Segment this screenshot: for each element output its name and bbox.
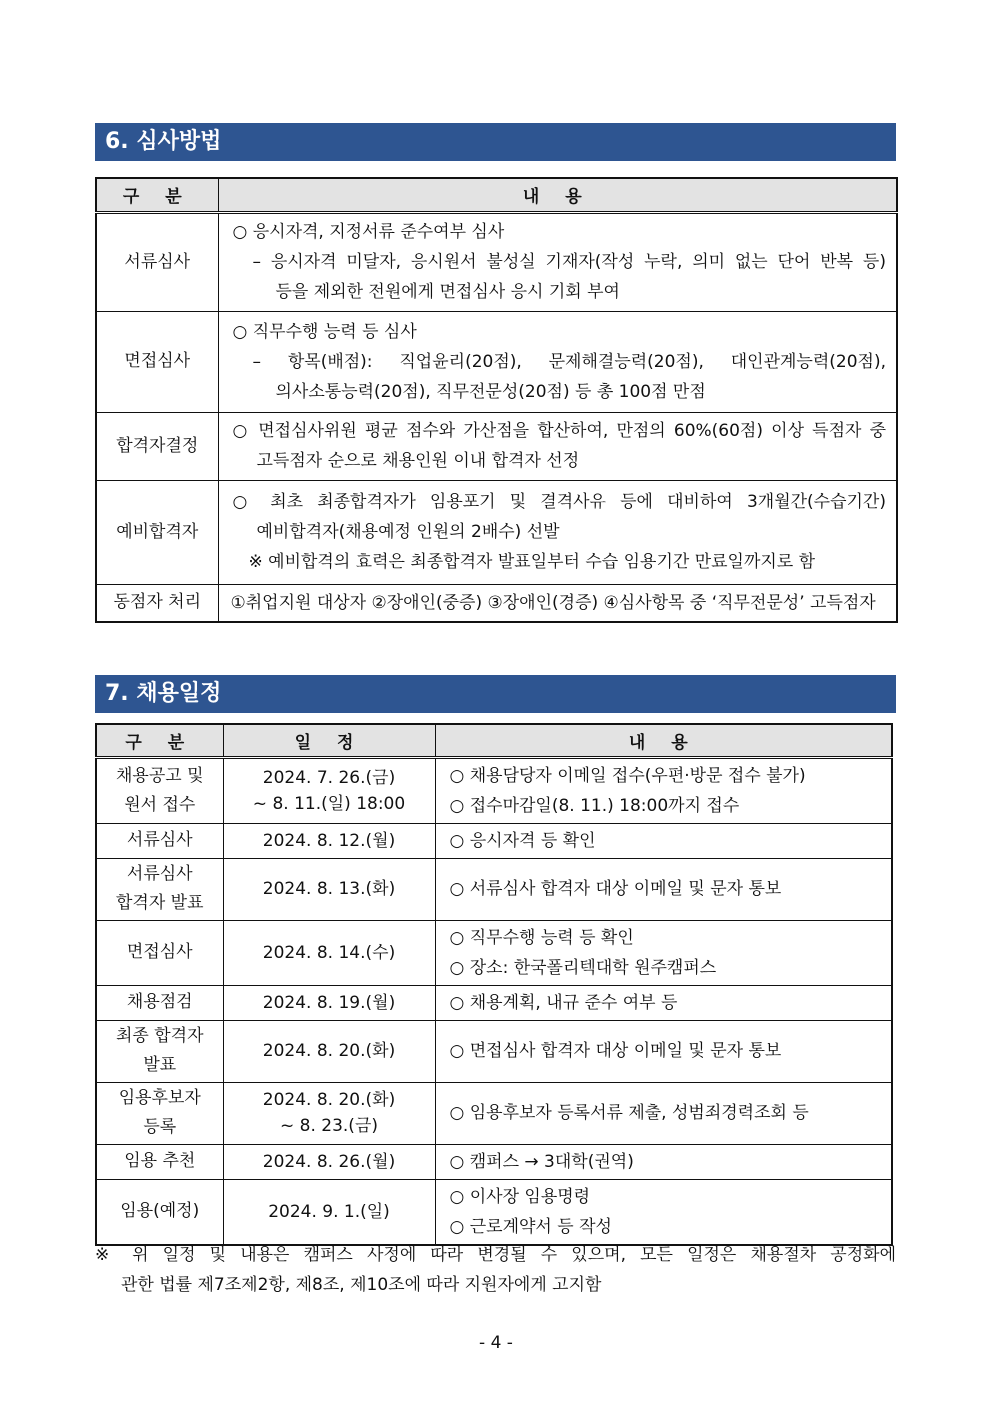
row-content bbox=[435, 1179, 892, 1245]
content-line: 예비합격자(채용예정 인원의 2배수) 선발 bbox=[256, 522, 560, 542]
table-row bbox=[96, 584, 897, 622]
row-content bbox=[435, 1082, 892, 1144]
content-line: ○ 접수마감일(8. 11.) 18:00까지 접수 bbox=[449, 795, 740, 816]
content-line: 등을 제외한 전원에게 면접심사 응시 기회 부여 bbox=[275, 282, 620, 302]
row-category bbox=[96, 823, 223, 858]
schedule-table bbox=[95, 723, 893, 1246]
content-line: ①취업지원 대상자 ②장애인(중증) ③장애인(경증) ④심사항목 중 ‘직무전문성’ 고득점자 bbox=[230, 592, 876, 613]
page-number: - 4 - bbox=[479, 1333, 513, 1353]
row-date bbox=[223, 1020, 435, 1082]
row-category: 서류심사 bbox=[96, 212, 218, 311]
header-content: 내 용 bbox=[435, 724, 892, 757]
row-content bbox=[218, 480, 897, 584]
category-line: 원서 접수 bbox=[124, 794, 196, 815]
content-line: ○ 임용후보자 등록서류 제출, 성범죄경력조회 등 bbox=[449, 1103, 809, 1123]
content-line: ○ 이사장 임용명령 bbox=[449, 1186, 591, 1207]
row-content bbox=[218, 212, 897, 311]
content-line: ○ 직무수행 능력 등 심사 bbox=[232, 321, 417, 342]
row-category bbox=[96, 920, 223, 985]
row-content bbox=[435, 1144, 892, 1179]
content-line: ○ 장소: 한국폴리텍대학 원주캠퍼스 bbox=[449, 957, 717, 978]
row-category: 면접심사 bbox=[96, 311, 218, 412]
date-line: ~ 8. 11.(일) 18:00 bbox=[252, 793, 406, 814]
row-date bbox=[223, 823, 435, 858]
row-date bbox=[223, 920, 435, 985]
date-line: 2024. 8. 14.(수) bbox=[262, 942, 396, 963]
row-category bbox=[96, 985, 223, 1020]
row-date bbox=[223, 757, 435, 823]
header-date: 일 정 bbox=[223, 724, 435, 757]
table-row bbox=[96, 1020, 892, 1082]
content-line: ○ 응시자격, 지정서류 준수여부 심사 bbox=[232, 222, 505, 242]
category-line: 서류심사 bbox=[126, 830, 193, 850]
section-7-title: 7. 채용일정 bbox=[95, 675, 896, 713]
content-line: ○ 최초 최종합격자가 임용포기 및 결격사유 등에 대비하여 3개월간(수습기간) bbox=[232, 492, 886, 512]
date-line: 2024. 9. 1.(일) bbox=[268, 1201, 390, 1222]
content-line: ○ 응시자격 등 확인 bbox=[449, 830, 596, 851]
header-content: 내 용 bbox=[218, 178, 897, 212]
category-line: 임용 추천 bbox=[124, 1151, 196, 1171]
row-content bbox=[218, 412, 897, 480]
date-line: 2024. 8. 26.(월) bbox=[262, 1151, 396, 1172]
date-line: ~ 8. 23.(금) bbox=[280, 1116, 378, 1136]
date-line: 2024. 8. 13.(화) bbox=[262, 879, 396, 899]
category-line: 면접심사 bbox=[126, 942, 193, 962]
row-category bbox=[96, 858, 223, 920]
row-category: 예비합격자 bbox=[96, 480, 218, 584]
category-line: 채용공고 및 bbox=[115, 765, 204, 786]
row-category: 합격자결정 bbox=[96, 412, 218, 480]
content-line: – 항목(배점): 직업윤리(20점), 문제해결능력(20점), 대인관계능력(20점), bbox=[252, 351, 886, 372]
table-row bbox=[96, 920, 892, 985]
table-row bbox=[96, 1144, 892, 1179]
header-category: 구 분 bbox=[96, 724, 223, 757]
row-content bbox=[435, 858, 892, 920]
table-row bbox=[96, 858, 892, 920]
table-row bbox=[96, 480, 897, 584]
date-line: 2024. 8. 20.(화) bbox=[262, 1090, 396, 1110]
table-row bbox=[96, 823, 892, 858]
review-method-table bbox=[95, 177, 898, 623]
row-date bbox=[223, 858, 435, 920]
table-row bbox=[96, 1082, 892, 1144]
table-row bbox=[96, 412, 897, 480]
category-line: 임용(예정) bbox=[120, 1201, 200, 1221]
content-line: ※ 예비합격의 효력은 최종합격자 발표일부터 수습 임용기간 만료일까지로 함 bbox=[248, 552, 816, 572]
content-line: 의사소통능력(20점), 직무전문성(20점) 등 총 100점 만점 bbox=[275, 381, 706, 402]
table-row bbox=[96, 757, 892, 823]
content-line: ○ 서류심사 합격자 대상 이메일 및 문자 통보 bbox=[449, 879, 782, 899]
note-line: ※ 위 일정 및 내용은 캠퍼스 사정에 따라 변경될 수 있으며, 모든 일정은 채용절차 공정화에 bbox=[95, 1245, 896, 1265]
content-line: ○ 직무수행 능력 등 확인 bbox=[449, 927, 634, 948]
row-content bbox=[435, 920, 892, 985]
row-category bbox=[96, 1144, 223, 1179]
table-row bbox=[96, 1179, 892, 1245]
row-category bbox=[96, 757, 223, 823]
note-line: 관한 법률 제7조제2항, 제8조, 제10조에 따라 지원자에게 고지함 bbox=[121, 1275, 602, 1295]
category-line: 합격자 발표 bbox=[115, 893, 204, 913]
category-line: 발표 bbox=[143, 1055, 177, 1075]
schedule-note bbox=[95, 1240, 896, 1300]
row-date bbox=[223, 985, 435, 1020]
row-category: 동점자 처리 bbox=[96, 584, 218, 622]
header-category: 구 분 bbox=[96, 178, 218, 212]
row-date bbox=[223, 1179, 435, 1245]
content-line: – 응시자격 미달자, 응시원서 불성실 기재자(작성 누락, 의미 없는 단어 반복 등) bbox=[252, 252, 886, 272]
row-category bbox=[96, 1179, 223, 1245]
category-line: 임용후보자 bbox=[118, 1088, 201, 1108]
row-category bbox=[96, 1020, 223, 1082]
content-line: ○ 근로계약서 등 작성 bbox=[449, 1216, 612, 1237]
row-content bbox=[435, 757, 892, 823]
row-content bbox=[435, 823, 892, 858]
row-content bbox=[435, 985, 892, 1020]
content-line: ○ 캠퍼스 → 3대학(권역) bbox=[449, 1151, 634, 1172]
row-category bbox=[96, 1082, 223, 1144]
category-line: 등록 bbox=[143, 1117, 177, 1137]
category-line: 채용점검 bbox=[126, 992, 193, 1012]
content-line: ○ 채용담당자 이메일 접수(우편·방문 접수 불가) bbox=[449, 765, 806, 786]
date-line: 2024. 8. 12.(월) bbox=[262, 830, 396, 851]
date-line: 2024. 8. 20.(화) bbox=[262, 1041, 396, 1061]
row-date bbox=[223, 1082, 435, 1144]
row-content bbox=[218, 311, 897, 412]
content-line: ○ 면접심사위원 평균 점수와 가산점을 합산하여, 만점의 60%(60점) 이상 득점자 중 bbox=[232, 421, 886, 441]
content-line: 고득점자 순으로 채용인원 이내 합격자 선정 bbox=[256, 451, 580, 471]
date-line: 2024. 7. 26.(금) bbox=[262, 767, 396, 788]
table-row bbox=[96, 985, 892, 1020]
category-line: 서류심사 bbox=[126, 864, 193, 884]
table-row bbox=[96, 212, 897, 311]
section-6-title: 6. 심사방법 bbox=[95, 123, 896, 161]
date-line: 2024. 8. 19.(월) bbox=[262, 992, 396, 1013]
row-date bbox=[223, 1144, 435, 1179]
category-line: 최종 합격자 bbox=[115, 1026, 204, 1046]
row-content bbox=[218, 584, 897, 622]
table-row bbox=[96, 311, 897, 412]
content-line: ○ 채용계획, 내규 준수 여부 등 bbox=[449, 992, 678, 1013]
content-line: ○ 면접심사 합격자 대상 이메일 및 문자 통보 bbox=[449, 1041, 782, 1061]
row-content bbox=[435, 1020, 892, 1082]
